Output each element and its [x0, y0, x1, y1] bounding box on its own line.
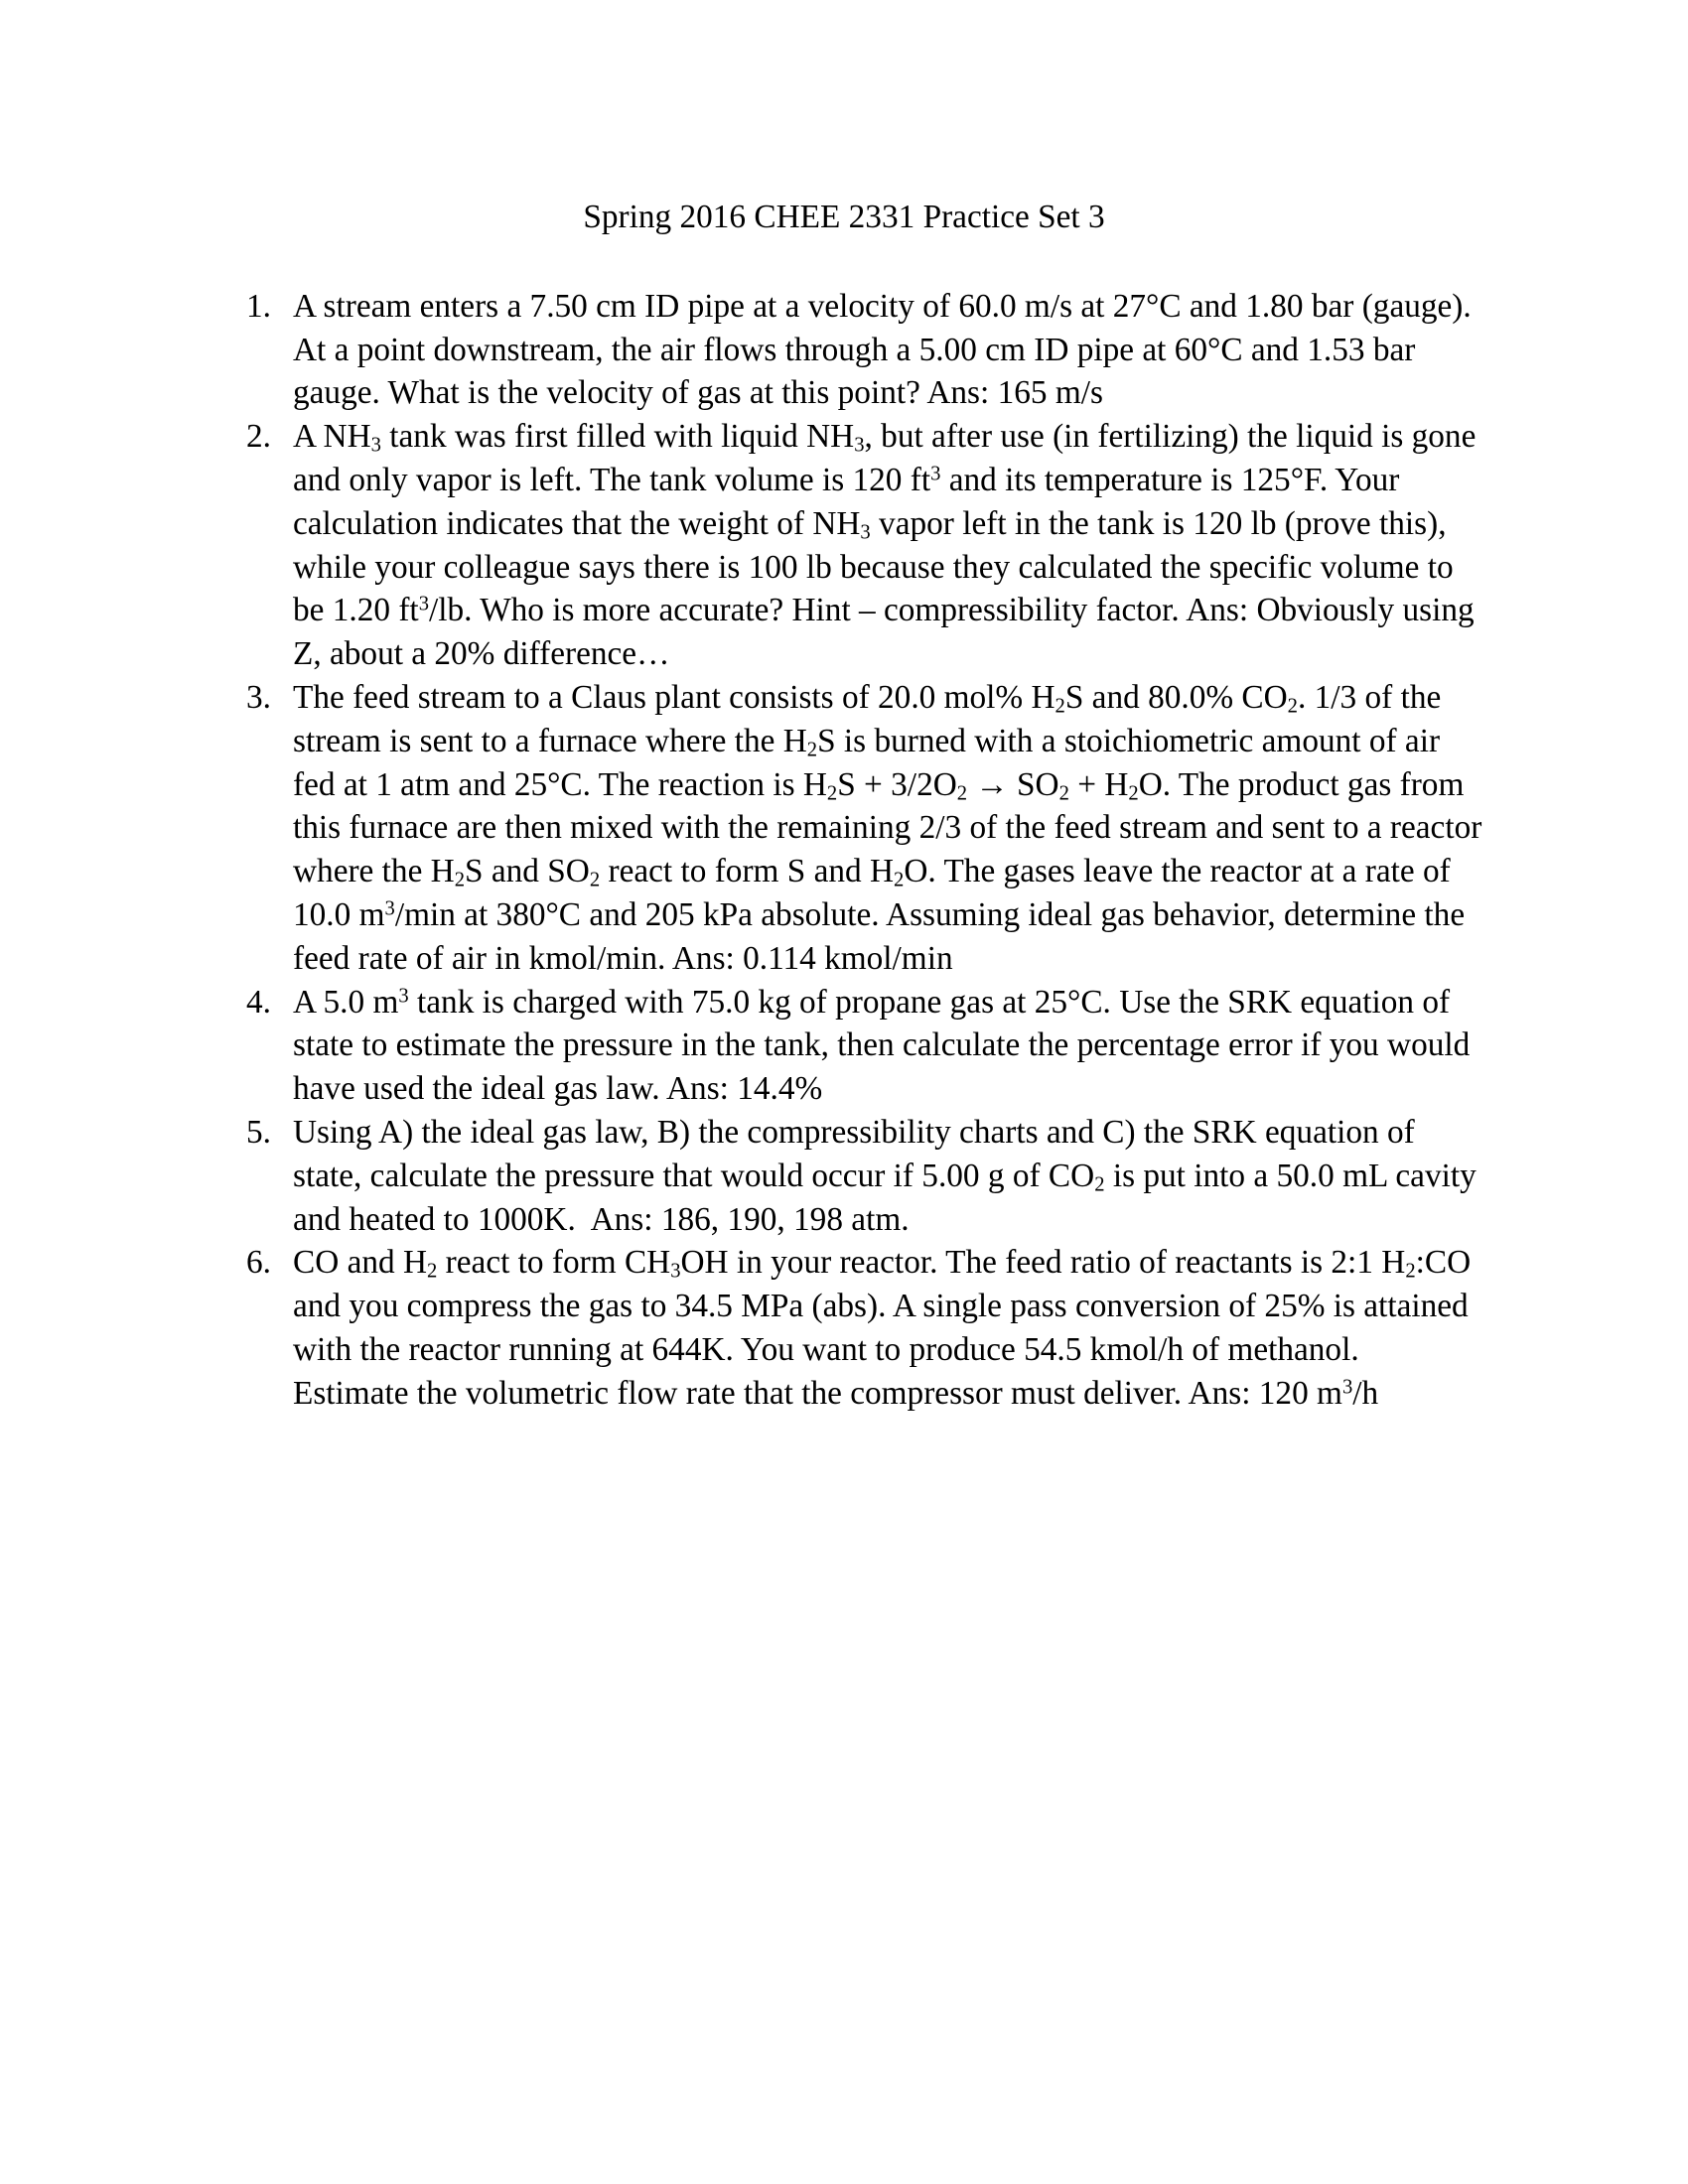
problem-text	[293, 415, 1489, 676]
page-title: Spring 2016 CHEE 2331 Practice Set 3	[583, 199, 1105, 235]
text-line: Z, about a 20% difference…	[293, 635, 670, 673]
problem-number: 2.	[246, 418, 271, 456]
problem-item	[199, 676, 1489, 981]
text-line: be 1.20 $ft^3/lb$. Who is more accurate? Hint – compressibility factor. Ans: Obviously using	[293, 592, 1475, 629]
text-line: At a point downstream, the air flows through a 5.00 cm ID pipe at 60°C and 1.53 bar	[293, 331, 1416, 368]
problem-text	[293, 981, 1489, 1111]
text-line: have used the ideal gas law. Ans: 14.4%	[293, 1070, 823, 1108]
problem-number: 3.	[246, 678, 271, 716]
text-line: state, calculate the pressure that would occur if 5.00 g of $CO_2$ is put into a 50.0 mL cavity	[293, 1157, 1477, 1196]
text-line: A $NH_3$ tank was first filled with liquid $NH_3$, but after use (in fertilizing) the liquid is gone	[293, 418, 1477, 457]
problem-item	[199, 415, 1489, 676]
text-line: state to estimate the pressure in the tank, then calculate the percentage error if you would	[293, 1026, 1471, 1064]
problem-number: 1.	[246, 287, 271, 325]
problem-list	[199, 285, 1489, 1416]
problem-item	[199, 1111, 1489, 1241]
right-arrow-icon: →	[975, 765, 1009, 803]
text-line: and only vapor is left. The tank volume is 120 $ft^3$ and its temperature is 125°F. Your	[293, 461, 1400, 498]
text-line: where the $H_2S$ and $SO_2$ react to form S and $H_2O$. The gases leave the reactor at a rate of	[293, 853, 1451, 891]
text-line: while your colleague says there is 100 lb because they calculated the specific volume to	[293, 548, 1454, 586]
text-line: A 5.0 $m^3$ tank is charged with 75.0 kg of propane gas at 25°C. Use the SRK equation of	[293, 983, 1451, 1021]
problem-number: 6.	[246, 1244, 271, 1282]
text-line: this furnace are then mixed with the remaining 2/3 of the feed stream and sent to a reactor	[293, 809, 1482, 847]
problem-number: 4.	[246, 983, 271, 1021]
text-line: and you compress the gas to 34.5 MPa (abs). A single pass conversion of 25% is attained	[293, 1288, 1469, 1325]
text-line: Using A) the ideal gas law, B) the compressibility charts and C) the SRK equation of	[293, 1113, 1415, 1151]
text-line: stream is sent to a furnace where the $H_2S$ is burned with a stoichiometric amount of air	[293, 722, 1441, 761]
text-line: 10.0 $m^3/\min$ at 380°C and 205 kPa absolute. Assuming ideal gas behavior, determine the	[293, 895, 1466, 933]
text-line: gauge. What is the velocity of gas at this point? Ans: 165 m/s	[293, 374, 1103, 412]
problem-text	[293, 1111, 1489, 1241]
text-line: feed rate of air in kmol/min. Ans: 0.114 kmol/min	[293, 939, 953, 977]
problem-text	[293, 1241, 1489, 1415]
text-line: Estimate the volumetric flow rate that the compressor must deliver. Ans: 120 $m^3/h$	[293, 1374, 1379, 1412]
problem-text	[293, 285, 1489, 415]
text-line: with the reactor running at 644K. You want to produce 54.5 kmol/h of methanol.	[293, 1330, 1359, 1368]
text-line: fed at 1 atm and 25°C. The reaction is $H_2S + 3/2O_2 \to SO_2 + H_2O$. The product gas from	[293, 765, 1465, 804]
text-line: calculation indicates that the weight of $NH_3$ vapor left in the tank is 120 lb (prove this),	[293, 504, 1447, 544]
problem-item	[199, 285, 1489, 415]
text-line: A stream enters a 7.50 cm ID pipe at a velocity of 60.0 m/s at 27°C and 1.80 bar (gauge).	[293, 287, 1472, 325]
text-line: CO and $H_2$ react to form $CH_3OH$ in your reactor. The feed ratio of reactants is 2:1 $H_2:CO$	[293, 1244, 1472, 1283]
problem-number: 5.	[246, 1113, 271, 1151]
problem-text	[293, 676, 1489, 981]
problem-item	[199, 1241, 1489, 1415]
problem-item	[199, 981, 1489, 1111]
text-line: and heated to 1000K. Ans: 186, 190, 198 atm.	[293, 1200, 910, 1238]
text-line: The feed stream to a Claus plant consists of 20.0 mol% $H_2S$ and 80.0% $CO_2$. 1/3 of the	[293, 678, 1442, 718]
